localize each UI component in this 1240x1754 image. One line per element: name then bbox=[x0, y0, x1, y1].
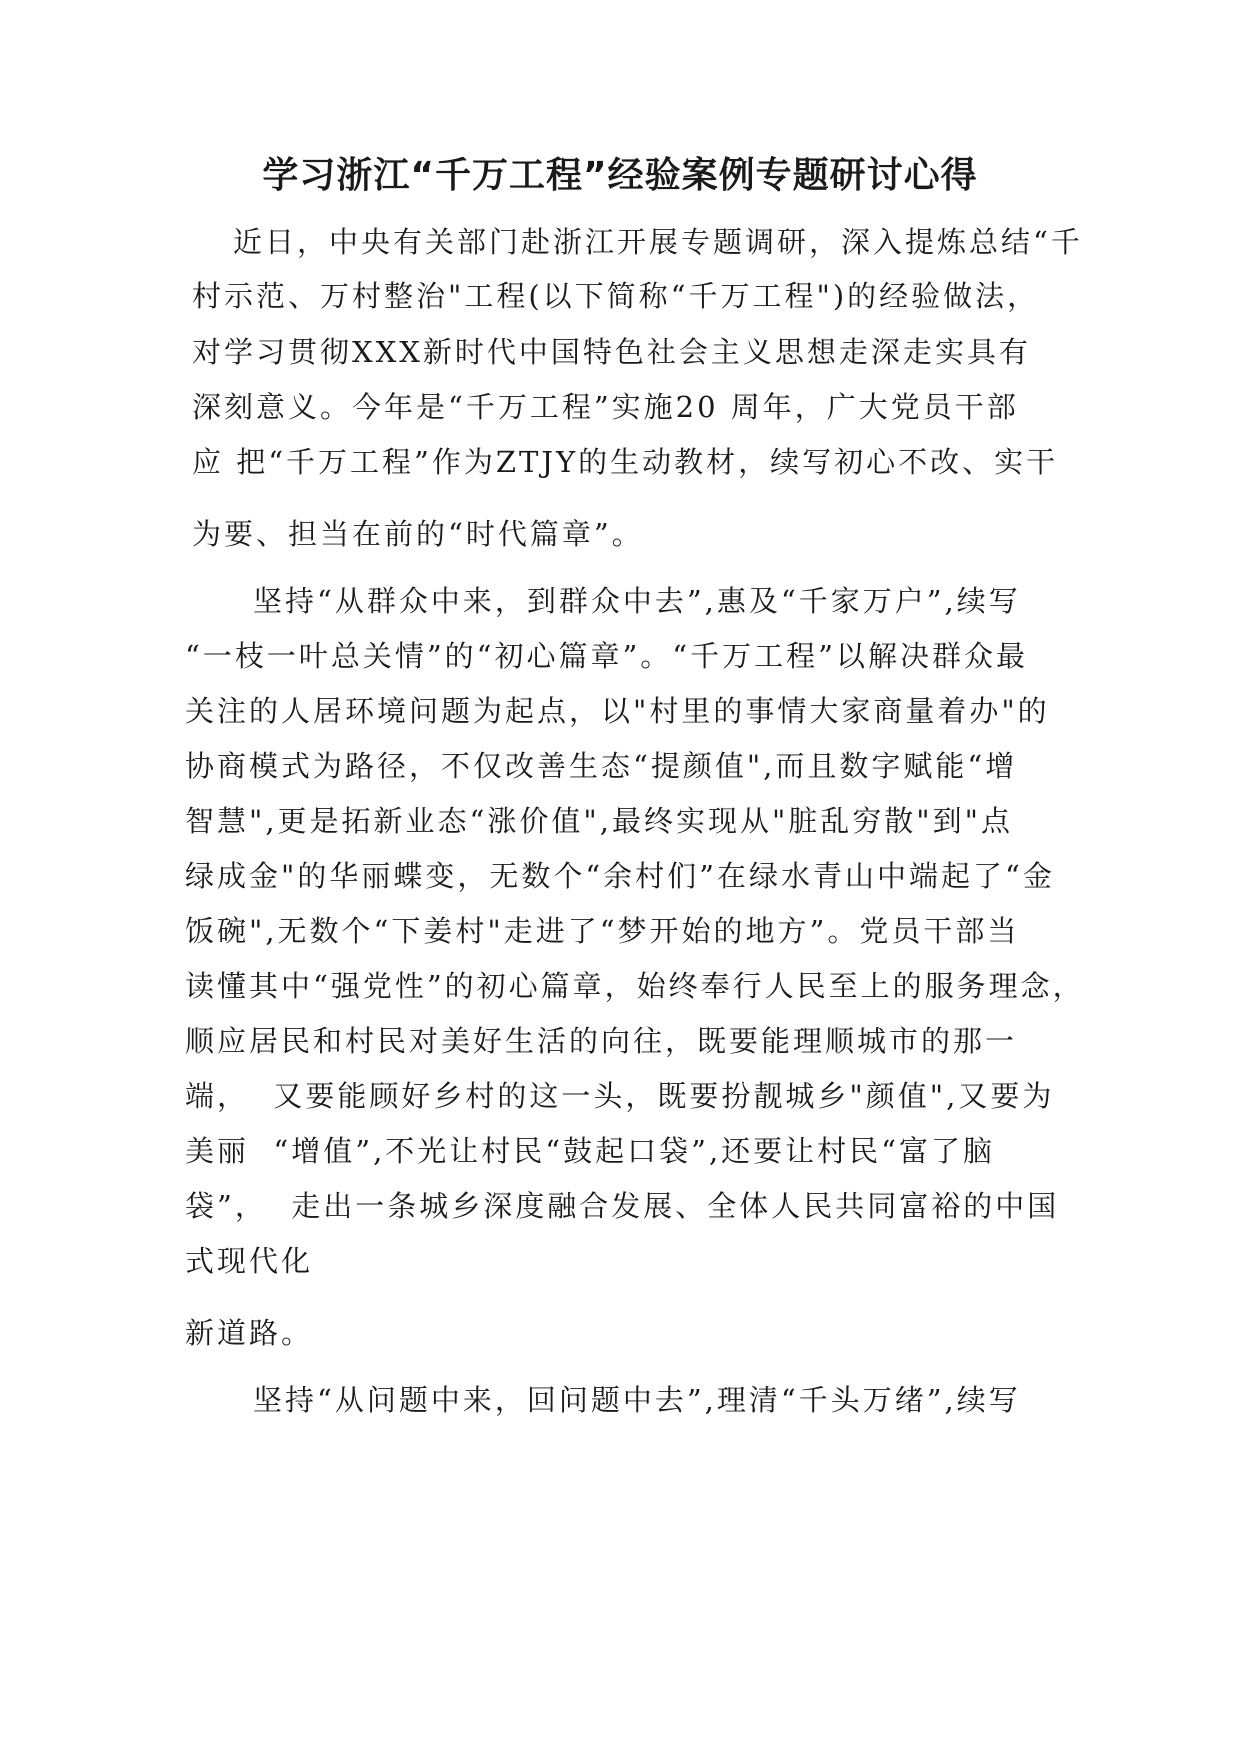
paragraph-2-line-3: 关注的人居环境问题为起点，以"村里的事情大家商量着办"的 bbox=[185, 694, 1050, 728]
paragraph-2-line-7: 饭碗",无数个“下姜村"走进了“梦开始的地方”。党员干部当 bbox=[185, 914, 1020, 948]
paragraph-2-line-6: 绿成金"的华丽蝶变，无数个“余村们”在绿水青山中端起了“金 bbox=[185, 859, 1055, 893]
paragraph-2-line-8: 读懂其中“强党性”的初心篇章，始终奉行人民至上的服务理念， bbox=[185, 969, 1085, 1003]
paragraph-2-line-2: “一枝一叶总关情”的“初心篇章”。“千万工程”以解决群众最 bbox=[185, 639, 1028, 673]
paragraph-2-line-4: 协商模式为路径，不仅改善生态“提颜值",而且数字赋能“增 bbox=[185, 749, 1018, 783]
paragraph-2-line-9: 顺应居民和村民对美好生活的向往，既要能理顺城市的那一 bbox=[185, 1024, 1018, 1058]
paragraph-1-line-1: 近日，中央有关部门赴浙江开展专题调研，深入提炼总结“千 bbox=[233, 225, 1083, 259]
document-title: 学习浙江“千万工程”经验案例专题研讨心得 bbox=[262, 155, 978, 196]
paragraph-2-line-14: 新道路。 bbox=[185, 1316, 314, 1350]
paragraph-2-line-5: 智慧",更是拓新业态“涨价值",最终实现从"脏乱穷散"到"点 bbox=[185, 804, 1013, 838]
paragraph-1-line-6: 为要、担当在前的“时代篇章”。 bbox=[192, 517, 644, 551]
paragraph-1-line-4: 深刻意义。今年是“千万工程”实施20 周年，广大党员干部 bbox=[192, 390, 1019, 424]
paragraph-3-line-1: 坚持“从问题中来，回问题中去”,理清“千头万绪”,续写 bbox=[253, 1383, 1021, 1417]
paragraph-1-line-2: 村示范、万村整治"工程(以下简称“千万工程")的经验做法， bbox=[192, 279, 1040, 313]
paragraph-1-line-3: 对学习贯彻XXX新时代中国特色社会主义思想走深走实具有 bbox=[192, 335, 1031, 369]
paragraph-2-line-12: 袋”， 走出一条城乡深度融合发展、全体人民共同富裕的中国 bbox=[185, 1189, 1060, 1223]
paragraph-2-line-1: 坚持“从群众中来，到群众中去”,惠及“千家万户”,续写 bbox=[253, 584, 1021, 618]
paragraph-2-line-13: 式现代化 bbox=[185, 1244, 314, 1278]
paragraph-2-line-10: 端， 又要能顾好乡村的这一头，既要扮靓城乡"颜值",又要为 bbox=[185, 1079, 1055, 1113]
paragraph-1-line-5: 应 把“千万工程”作为ZTJY的生动教材，续写初心不改、实干 bbox=[192, 445, 1059, 479]
paragraph-2-line-11: 美丽 “增值”,不光让村民“鼓起口袋”,还要让村民“富了脑 bbox=[185, 1134, 996, 1168]
